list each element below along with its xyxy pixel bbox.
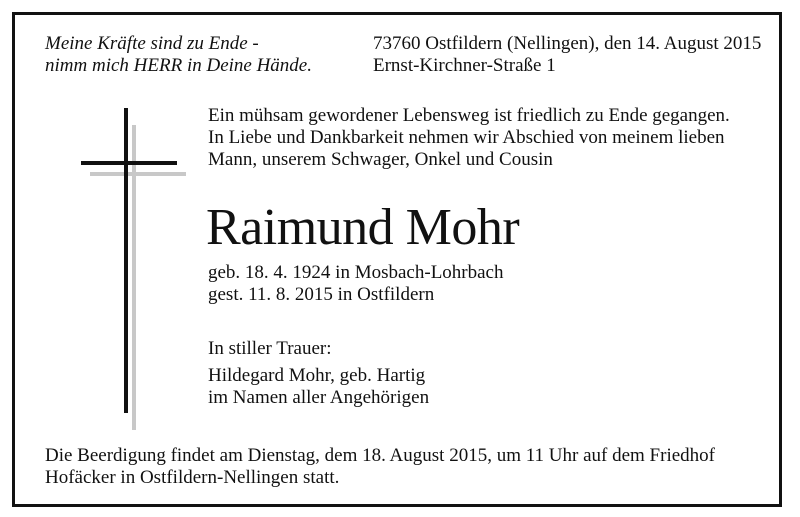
place-date-line: 73760 Ostfildern (Nellingen), den 14. August 2015 (373, 33, 762, 54)
address-line: Ernst-Kirchner-Straße 1 (373, 55, 556, 76)
obituary-frame (12, 12, 782, 507)
funeral-notice (45, 445, 715, 489)
motto-line-2: nimm mich HERR in Deine Hände. (45, 55, 312, 76)
intro-line-3: Mann, unserem Schwager, Onkel und Cousin (208, 149, 553, 170)
mourners (208, 365, 429, 409)
mourner-line-1: Hildegard Mohr, geb. Hartig (208, 365, 426, 386)
intro-line-1: Ein mühsam gewordener Lebensweg ist friedlich zu Ende gegangen. (208, 105, 730, 126)
intro-line-2: In Liebe und Dankbarkeit nehmen wir Abschied von meinem lieben (208, 127, 725, 148)
mourning-heading: In stiller Trauer: (208, 338, 332, 359)
death-line: gest. 11. 8. 2015 in Ostfildern (208, 284, 435, 305)
motto-line-1: Meine Kräfte sind zu Ende - (45, 33, 259, 54)
intro-text (208, 105, 730, 171)
mourner-line-2: im Namen aller Angehörigen (208, 387, 430, 408)
motto (45, 33, 312, 77)
deceased-name: Raimund Mohr (206, 199, 520, 256)
life-dates (208, 262, 504, 306)
cross-shadow-horizontal (90, 172, 186, 176)
cross-shadow-vertical (132, 125, 136, 430)
birth-line: geb. 18. 4. 1924 in Mosbach-Lohrbach (208, 262, 504, 283)
funeral-line-1: Die Beerdigung findet am Dienstag, dem 18. August 2015, um 11 Uhr auf dem Friedhof (45, 445, 715, 466)
place-date (373, 33, 761, 77)
cross-horizontal-bar (81, 161, 177, 165)
funeral-line-2: Hofäcker in Ostfildern-Nellingen statt. (45, 467, 340, 488)
cross-vertical-bar (124, 108, 128, 413)
